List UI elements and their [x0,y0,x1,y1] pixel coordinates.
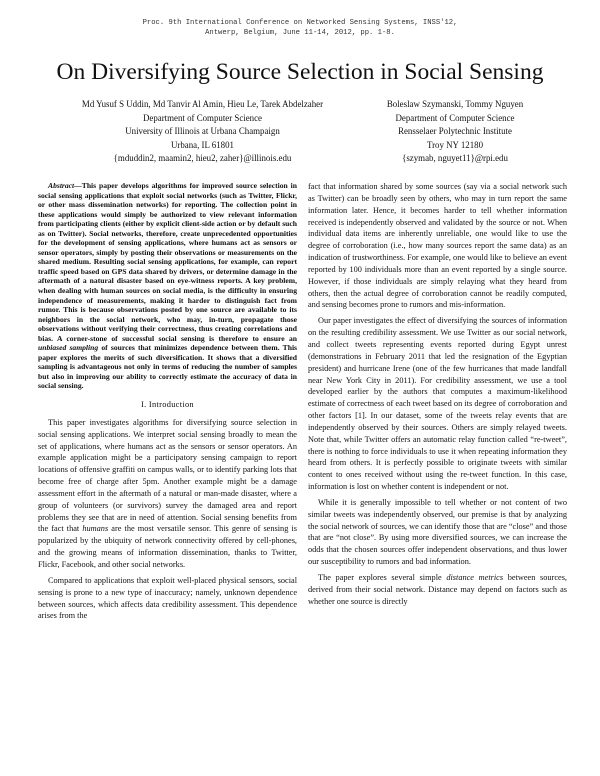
right-p4-text-b: between sources, derived from their social network. Distance may depend on factors such as whether one source is directly [308,573,567,606]
department-left: Department of Computer Science [142,112,263,123]
author-names-right: Boleslaw Szymanski, Tommy Nguyen [386,99,524,109]
email-left: {mduddin2, maamin2, hieu2, zaher}@illinois.edu [113,153,292,163]
abstract-emphasis: unbiased sampling [38,343,99,353]
right-paragraph-4 [308,572,567,608]
section-heading-introduction: I. Introduction [141,400,194,410]
left-column [38,181,297,626]
intro-p1-text-a: This paper investigates algorithms for diversifying source selection in social sensing applications. We interpret social sensing broadly to mean the set of applications, where humans act as the sensors or sensor operators. An example application might be a participatory sensing campaign to report locations of offensive graffiti on campus walls, or to identify parking lots that become free of charge after 5pm. Another example might be a damage assessment effort in the aftermath of a natural or man-made disaster, where a group of volunteers (or survivors) survey the damaged area and report problems they see that are in need of attention. Social sensing benefits from the fact that [38,417,297,534]
city-right: Troy NY 12180 [426,139,484,150]
abstract-text-2: of sources that minimizes dependence between them. This paper explores the merits of such diversification. It shows that a diversified sampling is advantageous not only in terms of reducing the number of samples but also in improving our ability to correctly estimate the accuracy of data in social sensing. [38,343,298,391]
intro-paragraph-2: Compared to applications that exploit well-placed physical sensors, social sensing is prone to a new type of inaccuracy; namely, unknown dependence between sources, which affects data credibility assessment. This dependence arises from the [38,575,297,621]
right-paragraph-2: Our paper investigates the effect of diversifying the sources of information on the resulting credibility assessment. We use Twitter as our social network, and collect tweets representing events reported during Egypt unrest (demonstrations in February 2011 that led the resignation of the Egyptian president) and hurricane Irene (one of the few hurricanes that made landfall near New York City in 2011). For credibility assessment, we use a tool developed earlier by the authors that computes a maximum-likelihood estimate of correctness of each tweet based on its degree of corroboration and other factors [1]. In our dataset, some of the tweets relay events that are independently observed by their sources. Others are simply relayed tweets. Note that, while Twitter offers an automatic relay function called “re-tweet”, there is nothing to force individuals to use it when repeating information they heard from others. It is perfectly possible to originate tweets with similar content to ones received without using the re-tweet function. In this case, information is lost on whether content is independent or not. [308,316,567,492]
university-right: Rensselaer Polytechnic Institute [398,126,512,136]
author-block [0,98,600,168]
author-affiliation-left [60,98,345,166]
author-affiliation-right [345,98,565,166]
author-names-left: Md Yusuf S Uddin, Md Tanvir Al Amin, Hieu Le, Tarek Abdelzaher [81,99,324,109]
abstract-lead: Abstract [48,181,75,190]
right-column [308,181,567,612]
right-paragraph-1: fact that information shared by some sources (say via a social network such as Twitter) can be broadly seen by others, who may in turn report the same information later. Hence, it becomes harder to tell whether information received is independently observed and validated by the source or not. When individual data items are inherently unreliable, one would like to use the degree of corroboration (i.e., how many sources report the same data) as an indication of trustworthiness. For example, one would like to believe an event reported by 100 individuals more than an event reported by a single source. However, if those individuals are simply relaying what they heard from others, then the actual degree of corroboration cannot be readily computed, and sensing becomes prone to rumors and mis-information. [308,182,567,310]
abstract [38,181,297,391]
right-paragraph-3: While it is generally impossible to tell whether or not content of two similar tweets was independently observed, our premise is that by analyzing the social network of sources, we can identify those that are “close” and those that are “not close”. By using more diversified sources, we can increase the odds that the chosen sources offer independent observations, and thus lower our susceptibility to rumors and bad information. [308,497,567,567]
right-p4-emphasis: distance metrics [446,573,504,582]
email-right: {szymab, nguyet11}@rpi.edu [402,153,508,163]
intro-p1-emphasis: humans [82,524,109,534]
right-p4-text-a: The paper explores several simple [318,573,447,582]
conference-header [0,18,600,38]
city-left: Urbana, IL 61801 [170,139,234,150]
abstract-text-1: —This paper develops algorithms for improved source selection in social sensing applications that exploit social networks (such as Twitter, Flickr, or other mass dissemination networks) for reporting. The collection point in these applications would simply be authorized to view relevant information from participating clients (either by explicit client-side action or by default such as on Twitter). Social networks, therefore, create unprecedented opportunities for the development of sensing applications, where humans act as sensors or sensor operators, simply by posting their observations or measurements on the shared medium. Resulting social sensing applications, for example, can report traffic speed based on GPS data shared by drivers, or determine damage in the aftermath of a natural disaster based on eye-witness reports. A key problem, when dealing with human sources on social media, is the difficulty in ensuring independence of measurements, making it harder to distinguish fact from rumor. This is because observations posted by one source are available to its neighbors in the social network, who may, in-turn, propagate those observations without verifying their correctness, thus creating correlations and bias. A corner-stone of successful social sensing is therefore to ensure an [38,181,297,343]
department-right: Department of Computer Science [395,112,515,123]
paper-title: On Diversifying Source Selection in Social Sensing [56,59,544,85]
conference-line-2: Antwerp, Belgium, June 11-14, 2012, pp. 1-8. [205,29,395,37]
intro-p1-text-b: are the most versatile sensor. This genre of sensing is popularized by the ubiquity of network connectivity offered by cell-phones, and the growing means of information dissemination, thanks to Twitter, Flickr, Facebook, and other social networks. [38,524,297,569]
university-left: University of Illinois at Urbana Champaign [125,126,280,136]
conference-line-1: Proc. 9th International Conference on Networked Sensing Systems, INSS'12, [142,19,458,27]
intro-paragraph-1 [38,417,297,571]
